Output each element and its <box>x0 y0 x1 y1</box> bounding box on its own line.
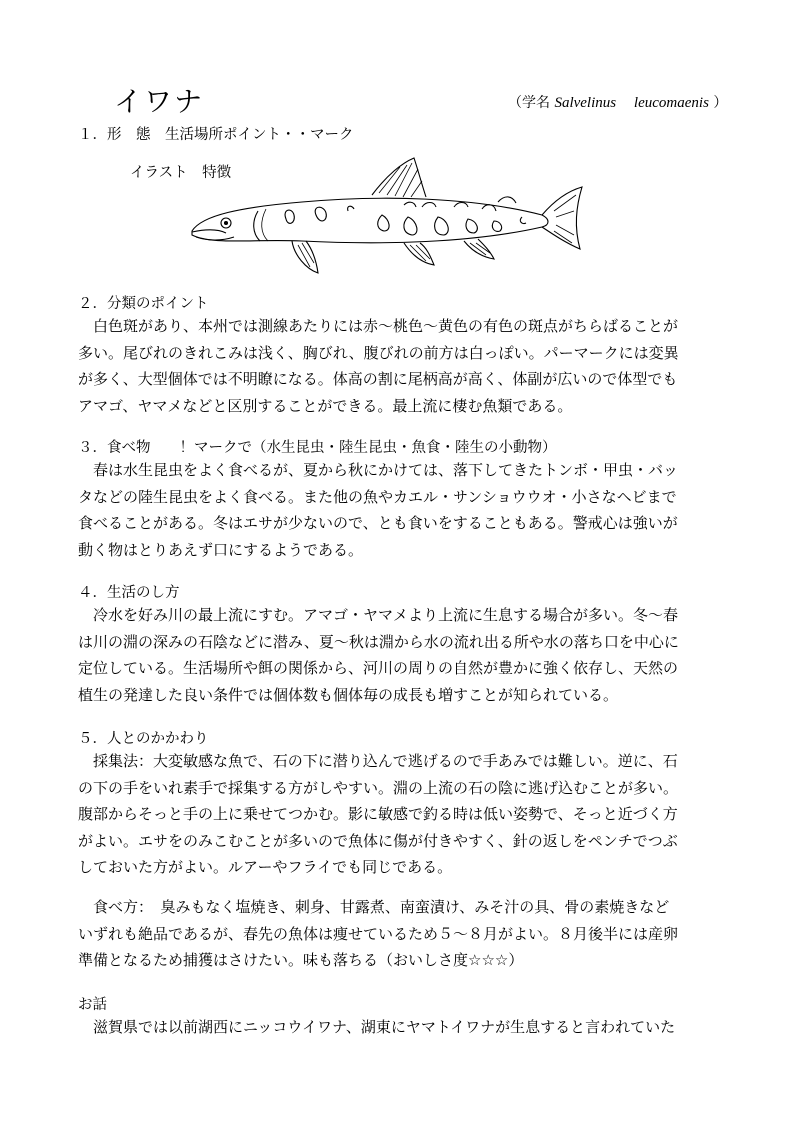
section3-line: 春は水生昆虫をよく食べるが、夏から秋にかけては、落下してきたトンボ・甲虫・バッ <box>78 461 679 479</box>
section5-line: 採集法：大変敏感な魚で、石の下に潜り込んで逃げるので手あみでは難しい。逆に、石 <box>78 752 678 770</box>
section5-line: の下の手をいれ素手で採集する方がしやすい。淵の上流の石の陰に逃げ込むことが多い。 <box>78 778 679 797</box>
eating-line: 食べ方： 臭みもなく塩焼き、刺身、甘露煮、南蛮漬け、みそ汁の具、骨の素焼きなど <box>78 898 670 916</box>
section2-line: 多い。尾びれのきれこみは浅く、胸びれ、腹びれの前方は白っぽい。パーマークには変異 <box>78 343 679 362</box>
sci-name-genus: Salvelinus <box>554 95 617 111</box>
story-line: 滋賀県では以前湖西にニッコウイワナ、湖東にヤマトイワナが生息すると言われていた <box>78 1018 676 1036</box>
section3-heading: ３．食べ物 ！マークで（水生昆虫・陸生昆虫・魚食・陸生の小動物） <box>78 440 557 456</box>
story-body <box>78 1014 724 1041</box>
section2-body <box>78 313 724 419</box>
scientific-name <box>508 92 727 112</box>
section3-line: 動く物はとりあえず口にするようである。 <box>78 540 364 559</box>
section4-line: 定位している。生活場所や餌の関係から、河川の周りの自然が豊かに強く依存し、天然の <box>78 659 679 677</box>
section5-line: 腹部からそっと手の上に乗せてつかむ。影に敏感で釣る時は低い姿勢で、そっと近づく方 <box>78 805 678 823</box>
section5-line: がよい。エサをのみこむことが多いので魚体に傷が付きやすく、針の返しをペンチでつぶ <box>78 831 678 850</box>
illustration-label: イラスト 特徴 <box>130 165 232 181</box>
sci-name-species: leucomaenis <box>633 95 709 111</box>
story-heading: お話 <box>78 997 107 1013</box>
section5-heading: ５．人とのかかわり <box>78 731 209 747</box>
sci-name-suffix: ） <box>713 95 728 111</box>
fish-illustration <box>182 155 594 279</box>
sci-name-prefix: （学名 <box>508 95 550 111</box>
section4-heading: ４．生活のし方 <box>78 585 180 601</box>
page-title: イワナ <box>114 85 205 118</box>
section3-line: 食べることがある。冬はエサが少ないので、とも食いをすることもある。警戒心は強いが <box>78 514 678 532</box>
eating-line: 準備となるため捕獲はさけたい。味も落ちる（おいしさ度☆☆☆） <box>78 951 524 969</box>
section5-line: しておいた方がよい。ルアーやフライでも同じである。 <box>78 858 453 876</box>
section3-line: タなどの陸生昆虫をよく食べる。また他の魚やカエル・サンショウウオ・小さなヘビまで <box>78 487 677 506</box>
section2-line: 白色斑があり、本州では測線あたりには赤～桃色～黄色の有色の斑点がちらばることが <box>78 317 679 335</box>
section4-body <box>78 602 724 708</box>
eating-line: いずれも絶品であるが、春先の魚体は痩せているため５～８月がよい。８月後半には産卵 <box>78 924 679 943</box>
section5-body <box>78 748 724 881</box>
section4-line: 植生の発達した良い条件では個体数も個体毎の成長も増すことが知られている。 <box>78 685 619 704</box>
section2-line: アマゴ、ヤマメなどと区別することができる。最上流に棲む魚類である。 <box>78 396 573 415</box>
section2-heading: ２．分類のポイント <box>78 296 209 312</box>
section3-body <box>78 457 724 563</box>
eating-body <box>78 894 724 974</box>
section2-line: が多く、大型個体では不明瞭になる。体高の割に尾柄高が高く、体副が広いので体型でも <box>78 370 678 388</box>
section4-line: は川の淵の深みの石陰などに潜み、夏～秋は淵から水の流れ出る所や水の落ち口を中心に <box>78 632 679 651</box>
section4-line: 冷水を好み川の最上流にすむ。アマゴ・ヤマメより上流に生息する場合が多い。冬～春 <box>78 606 679 624</box>
section1-heading: １．形 態 生活場所ポイント・・マーク <box>78 127 354 143</box>
